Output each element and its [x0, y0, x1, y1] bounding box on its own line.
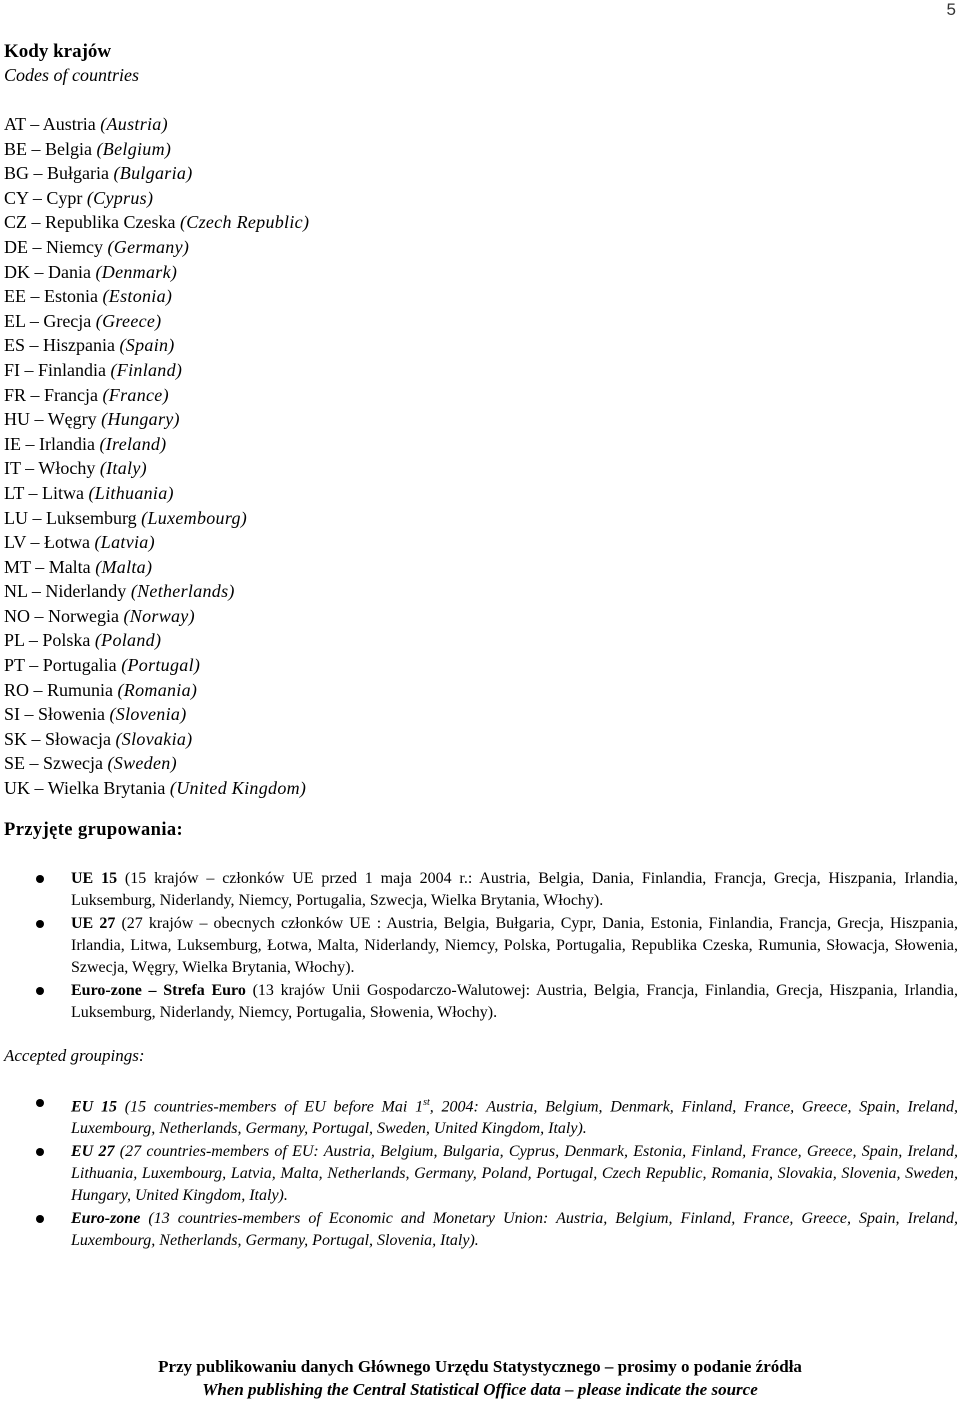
country-row: LT – Litwa (Lithuania)	[4, 482, 174, 503]
country-row: NO – Norwegia (Norway)	[4, 605, 195, 626]
country-name-pl: Cypr	[46, 187, 83, 208]
bullet-icon	[36, 1148, 44, 1156]
grouping-text: (13 krajów Unii Gospodarczo-Walutowej: Austria, Belgia, Francja, Finlandia, Grecja, Hiszpania, Irlandia, Luksemburg, Niderlandy, Niemcy, Portugalia, Słowenia, Włochy).	[71, 982, 959, 1021]
country-name-pl: Hiszpania	[43, 335, 115, 356]
country-row: EE – Estonia (Estonia)	[4, 286, 173, 307]
grouping-text: (13 countries-members of Economic and Monetary Union: Austria, Belgium, Finland, France, Greece, Spain, Ireland, Luxembourg, Netherlands, Germany, Portugal, Slovenia, Italy).	[71, 1210, 958, 1250]
country-row: CZ – Republika Czeska (Czech Republic)	[4, 212, 310, 233]
country-name-pl: Malta	[48, 556, 91, 577]
country-row: HU – Węgry (Hungary)	[4, 409, 180, 430]
country-code: PL	[4, 630, 25, 651]
country-row: ES – Hiszpania (Spain)	[4, 335, 175, 356]
country-codes-list	[4, 112, 309, 801]
country-name-en: (United Kingdom)	[169, 778, 307, 799]
country-row: EL – Grecja (Greece)	[4, 310, 162, 331]
country-code: LT	[4, 482, 25, 503]
country-name-pl: Austria	[42, 114, 96, 134]
country-row: RO – Rumunia (Romania)	[4, 679, 198, 700]
country-code: NL	[4, 581, 28, 602]
country-code: FI	[4, 359, 21, 380]
country-row: LV – Łotwa (Latvia)	[4, 532, 155, 553]
country-name-pl: Słowenia	[38, 704, 106, 725]
grouping-label: EU 15	[71, 1098, 117, 1116]
country-name-en: (Finland)	[110, 359, 183, 380]
country-row: SK – Słowacja (Slovakia)	[4, 728, 193, 749]
country-name-en: (Czech Republic)	[179, 212, 310, 233]
country-name-en: (Italy)	[99, 458, 147, 479]
country-name-pl: Łotwa	[44, 532, 91, 553]
country-name-en: (Bulgaria)	[113, 163, 193, 184]
country-row: AT – Austria (Austria)	[4, 114, 168, 134]
country-name-pl: Rumunia	[47, 679, 114, 700]
grouping-item	[0, 1141, 960, 1207]
country-code: NO	[4, 605, 30, 626]
country-row: SE – Szwecja (Sweden)	[4, 753, 177, 774]
country-code: DE	[4, 236, 28, 257]
country-name-en: (Norway)	[123, 605, 195, 626]
footer-note-en: When publishing the Central Statistical Office data – please indicate the source	[202, 1380, 758, 1399]
country-code: RO	[4, 679, 30, 700]
country-row: IE – Irlandia (Ireland)	[4, 433, 167, 454]
bullet-icon	[36, 920, 44, 928]
page-subtitle: Codes of countries	[4, 65, 139, 85]
country-row: IT – Włochy (Italy)	[4, 458, 147, 479]
country-name-en: (Germany)	[107, 236, 190, 257]
grouping-text: (15 countries-members of EU before Mai 1	[116, 1098, 424, 1116]
country-name-en: (Portugal)	[121, 655, 201, 676]
country-name-en: (Poland)	[94, 630, 162, 651]
bullet-icon	[36, 875, 44, 883]
country-code: MT	[4, 556, 31, 577]
country-name-en: (Estonia)	[102, 286, 173, 307]
grouping-item	[0, 1208, 960, 1252]
country-name-en: (France)	[102, 384, 169, 405]
grouping-item	[0, 1092, 960, 1140]
country-name-pl: Polska	[42, 630, 91, 651]
country-name-pl: Portugalia	[42, 655, 117, 676]
country-name-en: (Luxembourg)	[141, 507, 248, 528]
superscript: st	[423, 1097, 430, 1108]
country-name-pl: Finlandia	[38, 359, 107, 380]
grouping-label: UE 15	[71, 870, 118, 887]
country-name-en: (Malta)	[95, 556, 153, 577]
country-name-en: (Lithuania)	[88, 482, 174, 503]
country-row: FI – Finlandia (Finland)	[4, 359, 183, 380]
country-name-pl: Szwecja	[43, 753, 103, 774]
bullet-icon	[36, 987, 44, 995]
country-row: PL – Polska (Poland)	[4, 630, 162, 651]
footer-note-pl: Przy publikowaniu danych Głównego Urzędu Statystycznego – prosimy o podanie źródła	[158, 1357, 802, 1376]
country-name-pl: Słowacja	[45, 728, 111, 749]
country-name-en: (Latvia)	[94, 532, 155, 553]
country-row: DK – Dania (Denmark)	[4, 261, 178, 282]
country-code: DK	[4, 261, 30, 282]
page-title: Kody krajów	[4, 41, 112, 62]
country-code: CY	[4, 187, 29, 208]
country-name-en: (Sweden)	[107, 753, 177, 774]
country-name-en: (Austria)	[100, 114, 168, 134]
grouping-label: EU 27	[71, 1143, 115, 1161]
country-code: BG	[4, 163, 30, 184]
country-code: HU	[4, 409, 30, 430]
country-code: EL	[4, 310, 26, 331]
country-code: IT	[4, 458, 21, 479]
country-row: UK – Wielka Brytania (United Kingdom)	[4, 778, 307, 799]
country-name-pl: Estonia	[44, 286, 98, 307]
country-row: MT – Malta (Malta)	[4, 556, 153, 577]
country-name-en: (Belgium)	[96, 138, 172, 159]
country-row: SI – Słowenia (Slovenia)	[4, 704, 187, 725]
country-name-pl: Belgia	[45, 138, 93, 159]
country-row: BE – Belgia (Belgium)	[4, 138, 172, 159]
country-name-pl: Dania	[48, 261, 91, 282]
grouping-item	[0, 868, 960, 912]
bullet-icon	[36, 1215, 44, 1223]
country-name-pl: Irlandia	[39, 433, 95, 454]
groupings-list-en	[0, 1092, 960, 1253]
country-name-pl: Wielka Brytania	[47, 778, 166, 799]
country-code: SK	[4, 728, 28, 749]
groupings-heading-pl: Przyjęte grupowania:	[4, 820, 184, 840]
country-name-en: (Hungary)	[101, 409, 180, 430]
country-name-pl: Niderlandy	[45, 581, 127, 602]
country-name-pl: Bułgaria	[47, 163, 109, 184]
grouping-item	[0, 913, 960, 979]
country-name-pl: Republika Czeska	[45, 212, 176, 233]
grouping-text: (27 countries-members of EU: Austria, Belgium, Bulgaria, Cyprus, Denmark, Estonia, Finland, France, Greece, Spain, Ireland, Lithuania, Luxembourg, Latvia, Malta, Netherlands, Germany, Poland, Portugal, Czech Republic, Romania, Slovakia, Slovenia, Sweden, Hungary, United Kingdom, Italy).	[71, 1143, 958, 1205]
country-name-en: (Ireland)	[99, 433, 167, 454]
country-code: PT	[4, 655, 25, 676]
country-row: BG – Bułgaria (Bulgaria)	[4, 163, 193, 184]
country-code: EE	[4, 286, 26, 307]
country-name-pl: Grecja	[43, 310, 92, 331]
country-row: LU – Luksemburg (Luxembourg)	[4, 507, 248, 528]
grouping-label: Euro-zone – Strefa Euro	[71, 982, 246, 999]
country-code: SI	[4, 704, 21, 725]
country-code: AT	[4, 114, 26, 134]
country-code: LV	[4, 532, 27, 553]
country-name-en: (Spain)	[119, 335, 175, 356]
country-row: CY – Cypr (Cyprus)	[4, 187, 154, 208]
country-code: BE	[4, 138, 28, 159]
country-row: FR – Francja (France)	[4, 384, 169, 405]
country-name-pl: Norwegia	[48, 605, 119, 626]
country-code: SE	[4, 753, 26, 774]
country-name-pl: Włochy	[38, 458, 96, 479]
country-name-en: (Denmark)	[95, 261, 178, 282]
country-name-en: (Greece)	[95, 310, 162, 331]
country-name-pl: Francja	[44, 384, 99, 405]
country-name-en: (Romania)	[117, 679, 198, 700]
country-code: ES	[4, 335, 26, 356]
country-name-pl: Luksemburg	[46, 507, 137, 528]
grouping-label: UE 27	[71, 915, 116, 932]
page-number: 5	[946, 0, 956, 19]
grouping-item	[0, 980, 960, 1024]
country-name-en: (Slovenia)	[109, 704, 187, 725]
country-code: CZ	[4, 212, 28, 233]
groupings-list-pl	[0, 868, 960, 1025]
grouping-label: Euro-zone	[71, 1210, 141, 1228]
country-name-pl: Litwa	[42, 482, 85, 503]
country-row: PT – Portugalia (Portugal)	[4, 655, 201, 676]
country-row: NL – Niderlandy (Netherlands)	[4, 581, 235, 602]
country-code: IE	[4, 433, 21, 454]
country-code: FR	[4, 384, 27, 405]
country-name-pl: Węgry	[47, 409, 97, 430]
country-name-en: (Cyprus)	[86, 187, 154, 208]
groupings-heading-en: Accepted groupings:	[4, 1046, 145, 1065]
grouping-text: (27 krajów – obecnych członków UE : Austria, Belgia, Bułgaria, Cypr, Dania, Estonia, Finlandia, Francja, Grecja, Hiszpania, Irlandia, Litwa, Luksemburg, Łotwa, Malta, Niderlandy, Niemcy, Polska, Portugalia, Republika Czeska, Rumunia, Słowacja, Słowenia, Szwecja, Węgry, Wielka Brytania, Włochy).	[71, 915, 958, 976]
country-name-en: (Netherlands)	[130, 581, 235, 602]
grouping-text: , 2004: Austria, Belgium, Denmark, Finland, France, Greece, Spain, Ireland, Luxembourg, Netherlands, Germany, Portugal, Sweden, United Kingdom, Italy).	[71, 1098, 958, 1138]
grouping-text: (15 krajów – członków UE przed 1 maja 2004 r.: Austria, Belgia, Dania, Finlandia, Francja, Grecja, Hiszpania, Irlandia, Luksemburg, Niderlandy, Niemcy, Portugalia, Szwecja, Wielka Brytania, Włochy).	[71, 870, 959, 909]
country-name-pl: Niemcy	[46, 236, 103, 257]
country-row: DE – Niemcy (Germany)	[4, 236, 190, 257]
country-code: UK	[4, 778, 30, 799]
country-code: LU	[4, 507, 28, 528]
country-name-en: (Slovakia)	[115, 728, 193, 749]
bullet-icon	[36, 1099, 44, 1107]
